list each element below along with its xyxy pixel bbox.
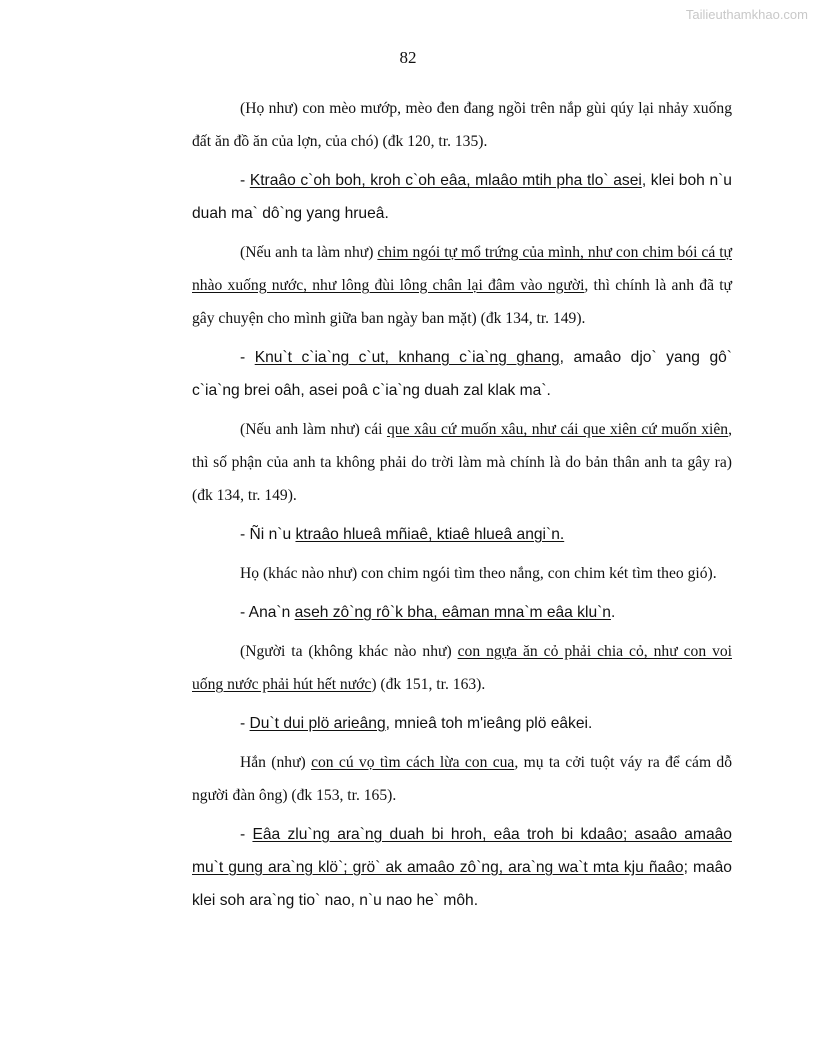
text-segment: , thì số phận của anh ta không phải do trời làm mà chính là do bản thân anh ta gây ra) (đk 134, tr. 149). xyxy=(192,421,732,504)
paragraph-2 xyxy=(192,164,732,230)
paragraph-10 xyxy=(192,707,732,740)
text-segment: (Họ như) con mèo mướp, mèo đen đang ngồi trên nắp gùi qúy lại nhảy xuống đất ăn đồ ăn của lợn, của chó) (đk 120, tr. 135). xyxy=(192,100,732,150)
text-segment: , thì chính là anh đã tự gây chuyện cho mình giữa ban ngày ban mặt) (đk 134, tr. 149). xyxy=(192,277,732,327)
text-segment: - xyxy=(240,715,250,732)
text-segment: - Ñi n`u xyxy=(240,526,296,543)
paragraph-1 xyxy=(192,92,732,158)
paragraph-4 xyxy=(192,341,732,407)
underlined-phrase: Eâa zlu`ng ara`ng duah bi hroh, eâa troh bi kdaâo; asaâo amaâo mu`t gung ara`ng klö`; grö` ak amaâo zô`ng, ara`ng wa`t mta kju ñaâo xyxy=(192,826,732,876)
text-segment: . xyxy=(610,604,616,621)
underlined-phrase: Knu`t c`ia`ng c`ut, knhang c`ia`ng ghang xyxy=(254,349,560,366)
text-segment: - xyxy=(240,172,250,189)
text-segment: (Nếu anh làm như) cái xyxy=(240,421,387,438)
text-segment: , mnieâ toh m'ieâng plö eâkei. xyxy=(385,715,593,732)
text-segment: ; maâo klei soh ara`ng tio` nao, n`u nao he` môh. xyxy=(192,859,732,909)
text-segment: ) (đk 151, tr. 163). xyxy=(371,676,486,693)
paragraph-12 xyxy=(192,818,732,917)
paragraph-7 xyxy=(192,557,732,590)
page-number: 82 xyxy=(399,48,417,67)
text-segment: - xyxy=(240,349,255,366)
underlined-phrase: que xâu cứ muốn xâu, như cái que xiên cứ muốn xiên xyxy=(386,421,729,438)
text-segment: (Nếu anh ta làm như) xyxy=(240,244,378,261)
paragraph-8 xyxy=(192,596,732,629)
underlined-phrase: ktraâo hlueâ mñiaê, ktiaê hlueâ angi`n. xyxy=(295,526,565,543)
text-segment: Hắn (như) xyxy=(240,754,312,771)
paragraph-11 xyxy=(192,746,732,812)
watermark: Tailieuthamkhao.com xyxy=(685,7,808,22)
text-segment: - Ana`n xyxy=(240,604,295,621)
text-segment: , klei boh n`u duah ma` dô`ng yang hrueâ. xyxy=(192,172,732,222)
underlined-phrase: aseh zô`ng rô`k bha, eâman mna`m eâa klu`n xyxy=(294,604,611,621)
text-segment: (Người ta (không khác nào như) xyxy=(240,643,458,660)
paragraph-5 xyxy=(192,413,732,512)
underlined-phrase: con ngựa ăn cỏ phải chia cỏ, như con voi uống nước phải hút hết nước xyxy=(192,643,732,693)
document-body xyxy=(192,92,732,923)
paragraph-9 xyxy=(192,635,732,701)
text-segment: , amaâo djo` yang gô` c`ia`ng brei oâh, asei poâ c`ia`ng duah zal klak ma`. xyxy=(192,349,732,399)
underlined-phrase: con cú vọ tìm cách lừa con cua xyxy=(311,754,515,771)
paragraph-3 xyxy=(192,236,732,335)
text-segment: - xyxy=(240,826,253,843)
underlined-phrase: chim ngói tự mổ trứng của mình, như con chim bói cá tự nhào xuống nước, như lông đùi lông chân lại đâm vào người xyxy=(192,244,732,294)
text-segment: Họ (khác nào như) con chim ngói tìm theo nắng, con chim két tìm theo gió). xyxy=(240,565,717,582)
underlined-phrase: Ktraâo c`oh boh, kroh c`oh eâa, mlaâo mtih pha tlo` asei xyxy=(249,172,642,189)
text-segment: , mụ ta cởi tuột váy ra để cám dỗ người đàn ông) (đk 153, tr. 165). xyxy=(192,754,732,804)
paragraph-6 xyxy=(192,518,732,551)
underlined-phrase: Du`t dui plö arieâng xyxy=(249,715,386,732)
